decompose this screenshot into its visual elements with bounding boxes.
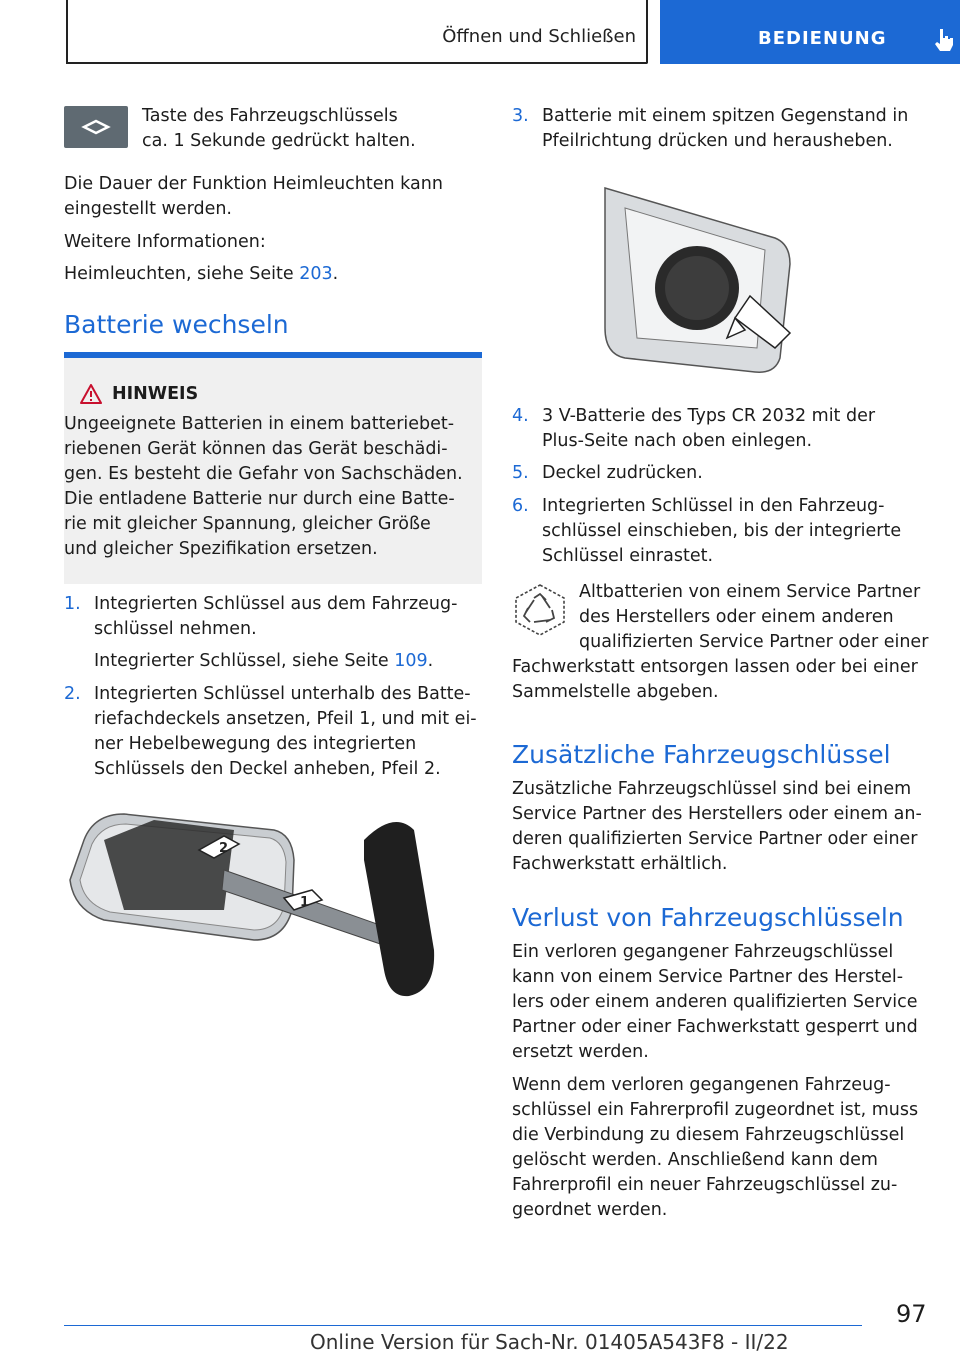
step4-line-2: Plus-Seite nach oben einlegen.: [542, 431, 813, 451]
step3-line-2: Pfeilrichtung drücken und herausheben.: [542, 131, 893, 151]
step1-ref-page-link[interactable]: 109: [394, 651, 428, 671]
recycle-line-2: des Herstellers oder einem anderen: [579, 607, 894, 627]
heading-lost-keys: Verlust von Fahrzeugschlüsseln: [512, 903, 904, 932]
recycle-line-1: Altbatterien von einem Service Partner: [579, 582, 921, 602]
para-loss2-line-5: Fahrerprofil ein neuer Fahrzeugschlüssel zu-: [512, 1175, 898, 1195]
step1-ref: [94, 649, 433, 674]
para-add-line-1: Zusätzliche Fahrzeugschlüssel sind bei einem: [512, 779, 912, 799]
para-loss1-line-2: kann von einem Service Partner des Herstel-: [512, 967, 904, 987]
step6-line-1: Integrierten Schlüssel in den Fahrzeug-: [542, 496, 885, 516]
para-loss2-line-3: die Verbindung zu diesem Fahrzeugschlüssel: [512, 1125, 905, 1145]
ref1-page-link[interactable]: 203: [299, 264, 333, 284]
step4-number: 4.: [512, 406, 529, 426]
ref1-end: .: [332, 264, 339, 284]
note-line-3: gen. Es besteht die Gefahr von Sachschäden.: [64, 464, 463, 484]
para1-line-2: eingestellt werden.: [64, 199, 232, 219]
footer-text: Online Version für Sach-Nr. 01405A543F8 - II/22: [310, 1330, 789, 1354]
recycle-line-5: Sammelstelle abgeben.: [512, 682, 719, 702]
para-loss1-line-1: Ein verloren gegangener Fahrzeugschlüssel: [512, 942, 894, 962]
step1-ref-text: Integrierter Schlüssel, siehe Seite: [94, 651, 395, 671]
note-line-6: und gleicher Spezifikation ersetzen.: [64, 539, 378, 559]
step2-line-1: Integrierten Schlüssel unterhalb des Batte-: [94, 684, 471, 704]
page-number: 97: [896, 1300, 927, 1328]
heading-battery: Batterie wechseln: [64, 310, 289, 339]
header-chapter-tab: [660, 0, 960, 64]
figure-label-2: 2: [219, 841, 229, 856]
para-loss1-line-5: ersetzt werden.: [512, 1042, 649, 1062]
figure-label-1: 1: [300, 895, 310, 910]
para2: Weitere Informationen:: [64, 232, 266, 252]
note-line-1: Ungeeignete Batterien in einem batteriebet-: [64, 414, 455, 434]
note-line-2: riebenen Gerät können das Gerät beschädi-: [64, 439, 448, 459]
step2-line-3: ner Hebelbewegung des integrierten: [94, 734, 417, 754]
step5-number: 5.: [512, 463, 529, 483]
para-loss2-line-1: Wenn dem verloren gegangenen Fahrzeug-: [512, 1075, 891, 1095]
ref1-text: Heimleuchten, siehe Seite: [64, 264, 300, 284]
step2-line-2: riefachdeckels ansetzen, Pfeil 1, und mit ei-: [94, 709, 477, 729]
step2-line-4: Schlüssels den Deckel anheben, Pfeil 2.: [94, 759, 441, 779]
step4-line-1: 3 V-Batterie des Typs CR 2032 mit der: [542, 406, 876, 426]
warning-icon: [80, 384, 102, 404]
key-button-icon: [64, 106, 128, 148]
para-add-line-3: deren qualifizierten Service Partner oder einer: [512, 829, 918, 849]
recycle-icon: [512, 582, 568, 638]
key-text-line-1: Taste des Fahrzeugschlüssels: [142, 106, 398, 126]
heading-additional-keys: Zusätzliche Fahrzeugschlüssel: [512, 740, 891, 769]
recycle-line-4: Fachwerkstatt entsorgen lassen oder bei einer: [512, 657, 918, 677]
para-loss2-line-6: geordnet werden.: [512, 1200, 668, 1220]
step1-ref-end: .: [427, 651, 434, 671]
step6-number: 6.: [512, 496, 529, 516]
note-line-5: rie mit gleicher Spannung, gleicher Größe: [64, 514, 431, 534]
battery-removal-illustration: [585, 178, 810, 378]
para-add-line-4: Fachwerkstatt erhältlich.: [512, 854, 728, 874]
note-title: HINWEIS: [112, 384, 199, 404]
step2-number: 2.: [64, 684, 81, 704]
step1-line-2: schlüssel nehmen.: [94, 619, 257, 639]
step1-line-1: Integrierten Schlüssel aus dem Fahrzeug-: [94, 594, 458, 614]
step3-number: 3.: [512, 106, 529, 126]
step3-line-1: Batterie mit einem spitzen Gegenstand in: [542, 106, 909, 126]
para-loss2-line-4: gelöscht werden. Anschließend kann dem: [512, 1150, 878, 1170]
step5-line: Deckel zudrücken.: [542, 463, 703, 483]
key-text-line-2: ca. 1 Sekunde gedrückt halten.: [142, 131, 416, 151]
ref1: [64, 262, 338, 287]
para-add-line-2: Service Partner des Herstellers oder einem an-: [512, 804, 922, 824]
footer-divider: [64, 1325, 862, 1326]
header-section-title: [66, 0, 648, 64]
section-title: Öffnen und Schließen: [442, 26, 636, 47]
para-loss1-line-3: lers oder einem anderen qualifizierten Service: [512, 992, 918, 1012]
chapter-title: BEDIENUNG: [758, 28, 887, 49]
step6-line-3: Schlüssel einrastet.: [542, 546, 714, 566]
pointing-hand-icon: [932, 28, 954, 52]
note-line-4: Die entladene Batterie nur durch eine Batte-: [64, 489, 455, 509]
para-loss2-line-2: schlüssel ein Fahrerprofil zugeordnet ist, muss: [512, 1100, 919, 1120]
recycle-line-3: qualifizierten Service Partner oder einer: [579, 632, 929, 652]
para-loss1-line-4: Partner oder einer Fachwerkstatt gesperrt und: [512, 1017, 918, 1037]
step1-number: 1.: [64, 594, 81, 614]
step6-line-2: schlüssel einschieben, bis der integrierte: [542, 521, 902, 541]
para1-line-1: Die Dauer der Funktion Heimleuchten kann: [64, 174, 443, 194]
key-removal-illustration: [64, 800, 474, 1010]
